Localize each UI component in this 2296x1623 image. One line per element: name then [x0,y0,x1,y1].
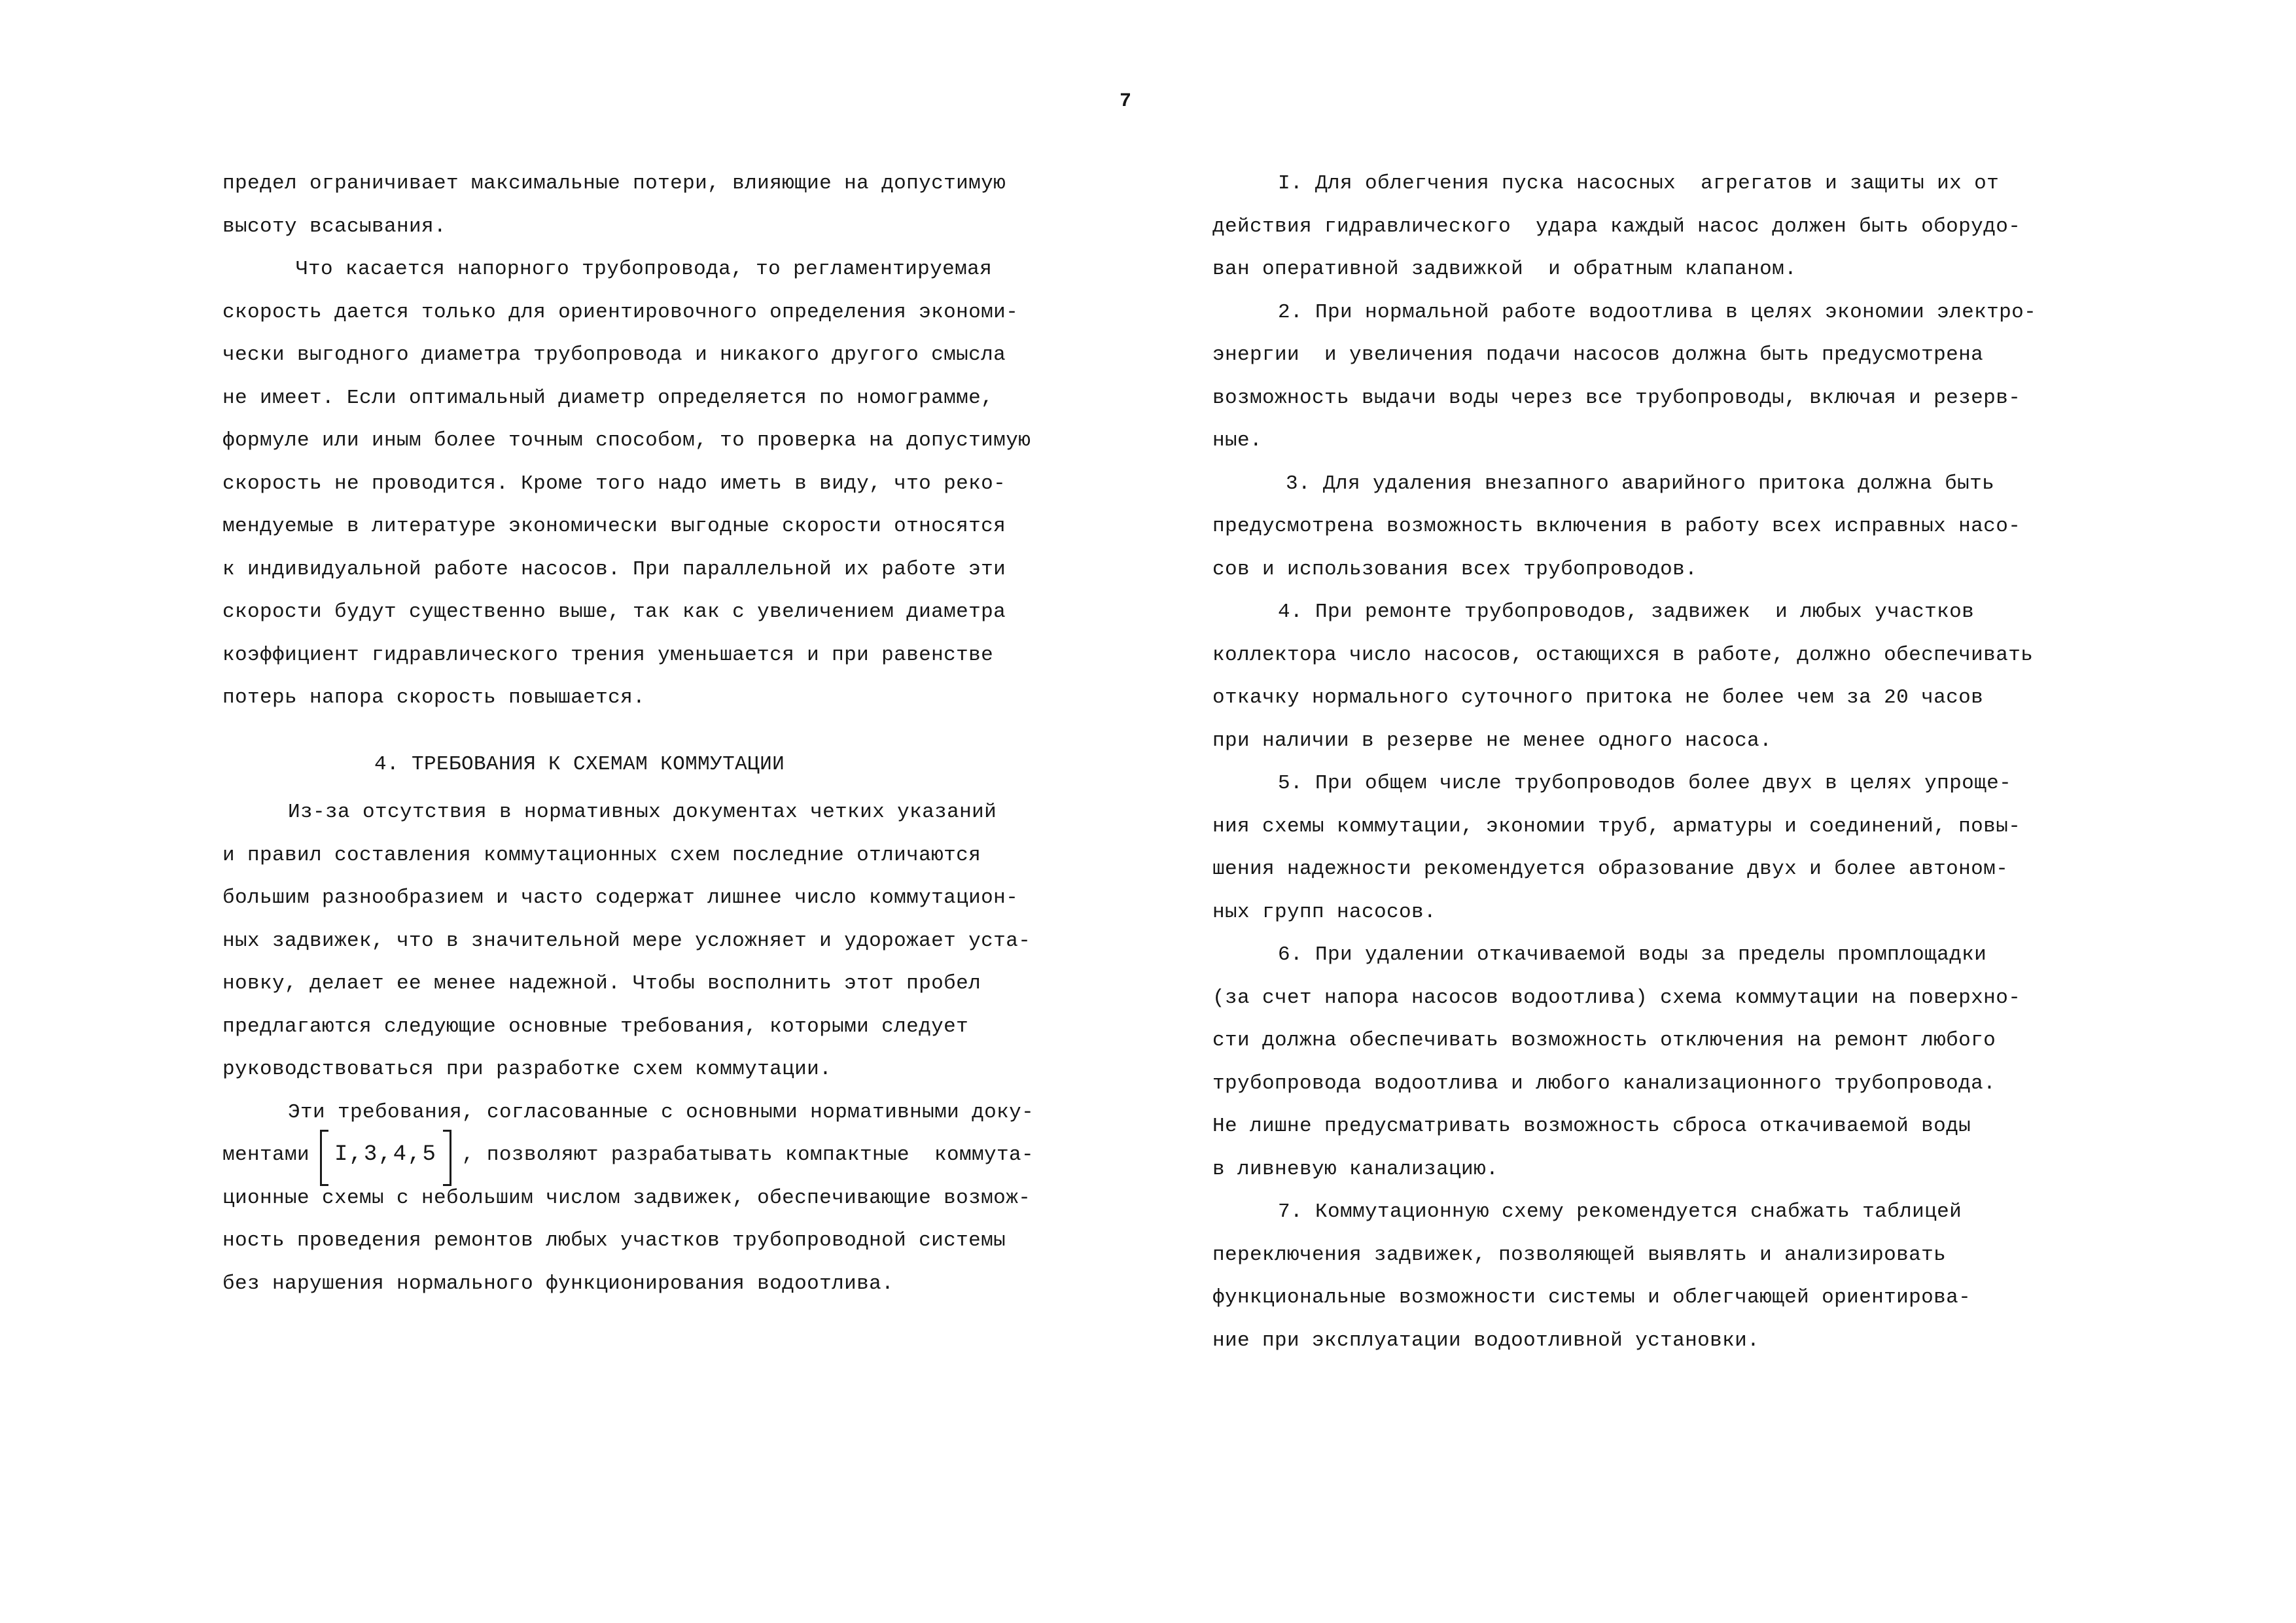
text-line: откачку нормального суточного притока не более чем за 20 часов [1212,686,1984,709]
text-line: не имеет. Если оптимальный диаметр определяется по номограмме, [222,386,994,410]
text-line: энергии и увеличения подачи насосов должна быть предусмотрена [1212,343,1984,366]
text-line: возможность выдачи воды через все трубопроводы, включая и резерв- [1212,386,2021,410]
text-line: сти должна обеспечивать возможность отключения на ремонт любого [1212,1029,1996,1052]
text-line: I. Для облегчения пуска насосных агрегатов и защиты их от [1278,172,2000,195]
text-line: предел ограничивает максимальные потери, влияющие на допустимую [222,172,1006,195]
text-line: предлагаются следующие основные требования, которыми следует [222,1015,969,1038]
text-line: коэффициент гидравлического трения уменьшается и при равенстве [222,643,994,667]
reference-line [222,1134,1106,1177]
requirement-item-7 [1212,1191,2096,1362]
text-line: 3. Для удаления внезапного аварийного притока должна быть [1286,472,1995,495]
text-line: скорость дается только для ориентировочного определения экономи- [222,300,1019,324]
text-line: Эти требования, согласованные с основными нормативными доку- [288,1100,1034,1124]
text-line: в ливневую канализацию. [1212,1157,1499,1181]
text-line: коллектора число насосов, остающихся в работе, должно обеспечивать [1212,643,2034,667]
requirement-item-2 [1212,291,2096,462]
requirement-item-4 [1212,591,2096,762]
text-line: скорости будут существенно выше, так как с увеличением диаметра [222,601,1006,623]
text-line: мендуемые в литературе экономически выгодные скорости относятся [222,515,1006,538]
text-line: Не лишне предусматривать возможность сброса откачиваемой воды [1212,1115,1971,1138]
text-line: 7. Коммутационную схему рекомендуется снабжать таблицей [1278,1200,1962,1223]
text-line: ных групп насосов. [1212,900,1437,924]
text-line: руководствоваться при разработке схем коммутации. [222,1058,832,1081]
text-line: действия гидравлического удара каждый насос должен быть оборудо- [1212,215,2021,238]
page-number: 7 [1119,90,1131,113]
left-column [222,162,1106,1305]
text-line: 2. При нормальной работе водоотлива в целях экономии электро- [1278,300,2037,324]
text-line: переключения задвижек, позволяющей выявлять и анализировать [1212,1243,1947,1266]
right-column [1212,162,2096,1362]
text-line: 5. При общем числе трубопроводов более двух в целях упроще- [1278,772,2012,795]
text-line: ционные схемы с небольшим числом задвижек, обеспечивающие возмож- [222,1186,1031,1210]
text-line: ние при эксплуатации водоотливной установки. [1212,1329,1760,1352]
text-line: скорость не проводится. Кроме того надо иметь в виду, что реко- [222,472,1006,495]
text-line: 4. При ремонте трубопроводов, задвижек и любых участков [1278,601,1975,623]
text-line: 6. При удалении откачиваемой воды за пределы промплощадки [1278,943,1987,966]
requirement-item-6 [1212,934,2096,1191]
text-fragment: , позволяют разрабатывать компактные коммута- [461,1143,1034,1166]
text-line: и правил составления коммутационных схем последние отличаются [222,843,981,867]
text-line: трубопровода водоотлива и любого канализационного трубопровода. [1212,1072,1996,1095]
text-line: ных задвижек, что в значительной мере усложняет и удорожает уста- [222,929,1031,952]
text-line: без нарушения нормального функционирования водоотлива. [222,1272,894,1295]
text-line: ные. [1212,429,1263,452]
text-line: к индивидуальной работе насосов. При параллельной их работе эти [222,557,1006,581]
text-line: ность проведения ремонтов любых участков трубопроводной системы [222,1229,1006,1252]
text-line: ван оперативной задвижкой и обратным клапаном. [1212,258,1797,281]
text-line: при наличии в резерве не менее одного насоса. [1212,729,1773,752]
text-line: новку, делает ее менее надежной. Чтобы восполнить этот пробел [222,972,981,995]
text-line: формуле или иным более точным способом, то проверка на допустимую [222,429,1031,452]
text-line: потерь напора скорость повышается. [222,686,646,709]
text-fragment: ментами [222,1143,310,1166]
text-line: (за счет напора насосов водоотлива) схема коммутации на поверхно- [1212,986,2021,1009]
text-line: предусмотрена возможность включения в работу всех исправных насо- [1212,515,2021,538]
reference-bracket: I,3,4,5 [320,1134,451,1177]
text-line: высоту всасывания. [222,215,447,238]
text-line: большим разнообразием и часто содержат лишнее число коммутацион- [222,886,1019,909]
text-line: функциональные возможности системы и облегчающей ориентирова- [1212,1286,1971,1309]
requirement-item-5 [1212,762,2096,934]
text-line: Что касается напорного трубопровода, то регламентируемая [296,258,993,281]
requirement-item-1 [1212,162,2096,291]
text-line: сов и использования всех трубопроводов. [1212,557,1698,581]
requirement-item-3 [1212,462,2096,591]
section-heading: 4. ТРЕБОВАНИЯ К СХЕМАМ КОММУТАЦИИ [374,752,785,776]
text-line: чески выгодного диаметра трубопровода и никакого другого смысла [222,343,1006,366]
text-line: шения надежности рекомендуется образование двух и более автоном- [1212,858,2009,881]
text-line: ния схемы коммутации, экономии труб, арматуры и соединений, повы- [1212,814,2021,838]
text-line: Из-за отсутствия в нормативных документах четких указаний [288,801,997,824]
